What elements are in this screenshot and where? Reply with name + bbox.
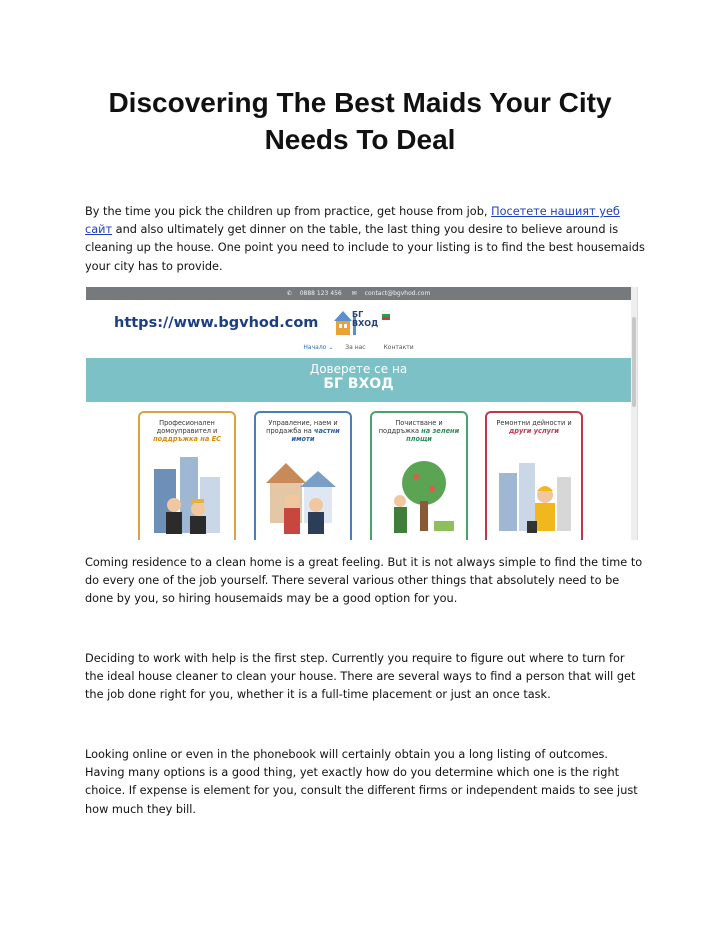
logo-text	[352, 310, 378, 328]
contact-bar	[86, 287, 631, 300]
hero-banner	[86, 358, 631, 402]
service-card-management[interactable]	[138, 411, 236, 540]
card-caption: Професионален домоуправител и поддръжка на ЕС	[153, 419, 221, 443]
title-line-1: Discovering The Best Maids Your City	[108, 87, 612, 118]
service-card-repair[interactable]	[485, 411, 583, 540]
title-line-2: Needs To Deal	[264, 124, 456, 155]
service-card-property[interactable]	[254, 411, 352, 540]
building-illustration-icon	[140, 443, 234, 540]
worker-illustration-icon	[487, 443, 581, 540]
paragraph-4: Looking online or even in the phonebook will certainly obtain you a long listing of outcomes. Having many options is a good thing, yet exactly how do you determine which one is the right choice. If expense is element for you, consult the different firms or independent maids to see just how much they bill.	[85, 748, 638, 816]
logo-line-1: БГ	[352, 310, 364, 319]
paragraph-1-start: By the time you pick the children up from practice, get house from job,	[85, 205, 492, 218]
tree-illustration-icon	[372, 443, 466, 540]
paragraph-2: Coming residence to a clean home is a great feeling. But it is not always simple to find the time to do every one of the job yourself. There several various other things that absolutely need to be done by you, so hiring housemaids may be a good option for you.	[85, 556, 643, 606]
house-illustration-icon	[256, 443, 350, 540]
phone-icon: ✆	[286, 290, 292, 297]
banner-line-1: Доверете се на	[309, 362, 408, 376]
paragraph-1	[85, 203, 645, 276]
website-screenshot	[86, 287, 638, 540]
paragraph-1-end: and also ultimately get dinner on the table, the last thing you desire to believe around is cleaning up the house. One point you need to include to your listing is to find the best housemaids your city has to provide.	[85, 223, 645, 273]
site-url: https://www.bgvhod.com	[114, 315, 319, 331]
paragraph-3: Deciding to work with help is the first step. Currently you require to figure out where to turn for the ideal house cleaner to clean your house. There are several ways to find a person that will get the job done right for you, whether it is a full-time placement or just an once task.	[85, 652, 636, 702]
mail-icon: ✉	[351, 290, 357, 297]
nav-item-home[interactable]: Начало	[303, 344, 327, 351]
nav-item-about[interactable]: За нас	[345, 344, 366, 351]
card-caption: Управление, наем и продажба на частни имоти	[266, 419, 340, 443]
card-caption: Почистване и поддръжка на зелени площи	[378, 419, 460, 443]
scrollbar-thumb[interactable]	[632, 317, 636, 407]
phone-number: 0888 123 456	[299, 290, 342, 297]
site-nav	[86, 344, 631, 351]
chevron-down-icon: ⌄	[328, 344, 334, 351]
logo-line-2: ВХОД	[352, 319, 379, 328]
site-link[interactable]: Посетете нашият уеб сайт	[85, 205, 620, 237]
banner-line-2: БГ ВХОД	[323, 376, 394, 392]
nav-item-contacts[interactable]: Контакти	[383, 344, 414, 351]
service-card-green[interactable]	[370, 411, 468, 540]
document-title	[60, 84, 660, 158]
card-caption: Ремонтни дейности и други услуги	[496, 419, 572, 435]
email-address: contact@bgvhod.com	[364, 290, 431, 297]
scrollbar[interactable]	[631, 287, 637, 540]
